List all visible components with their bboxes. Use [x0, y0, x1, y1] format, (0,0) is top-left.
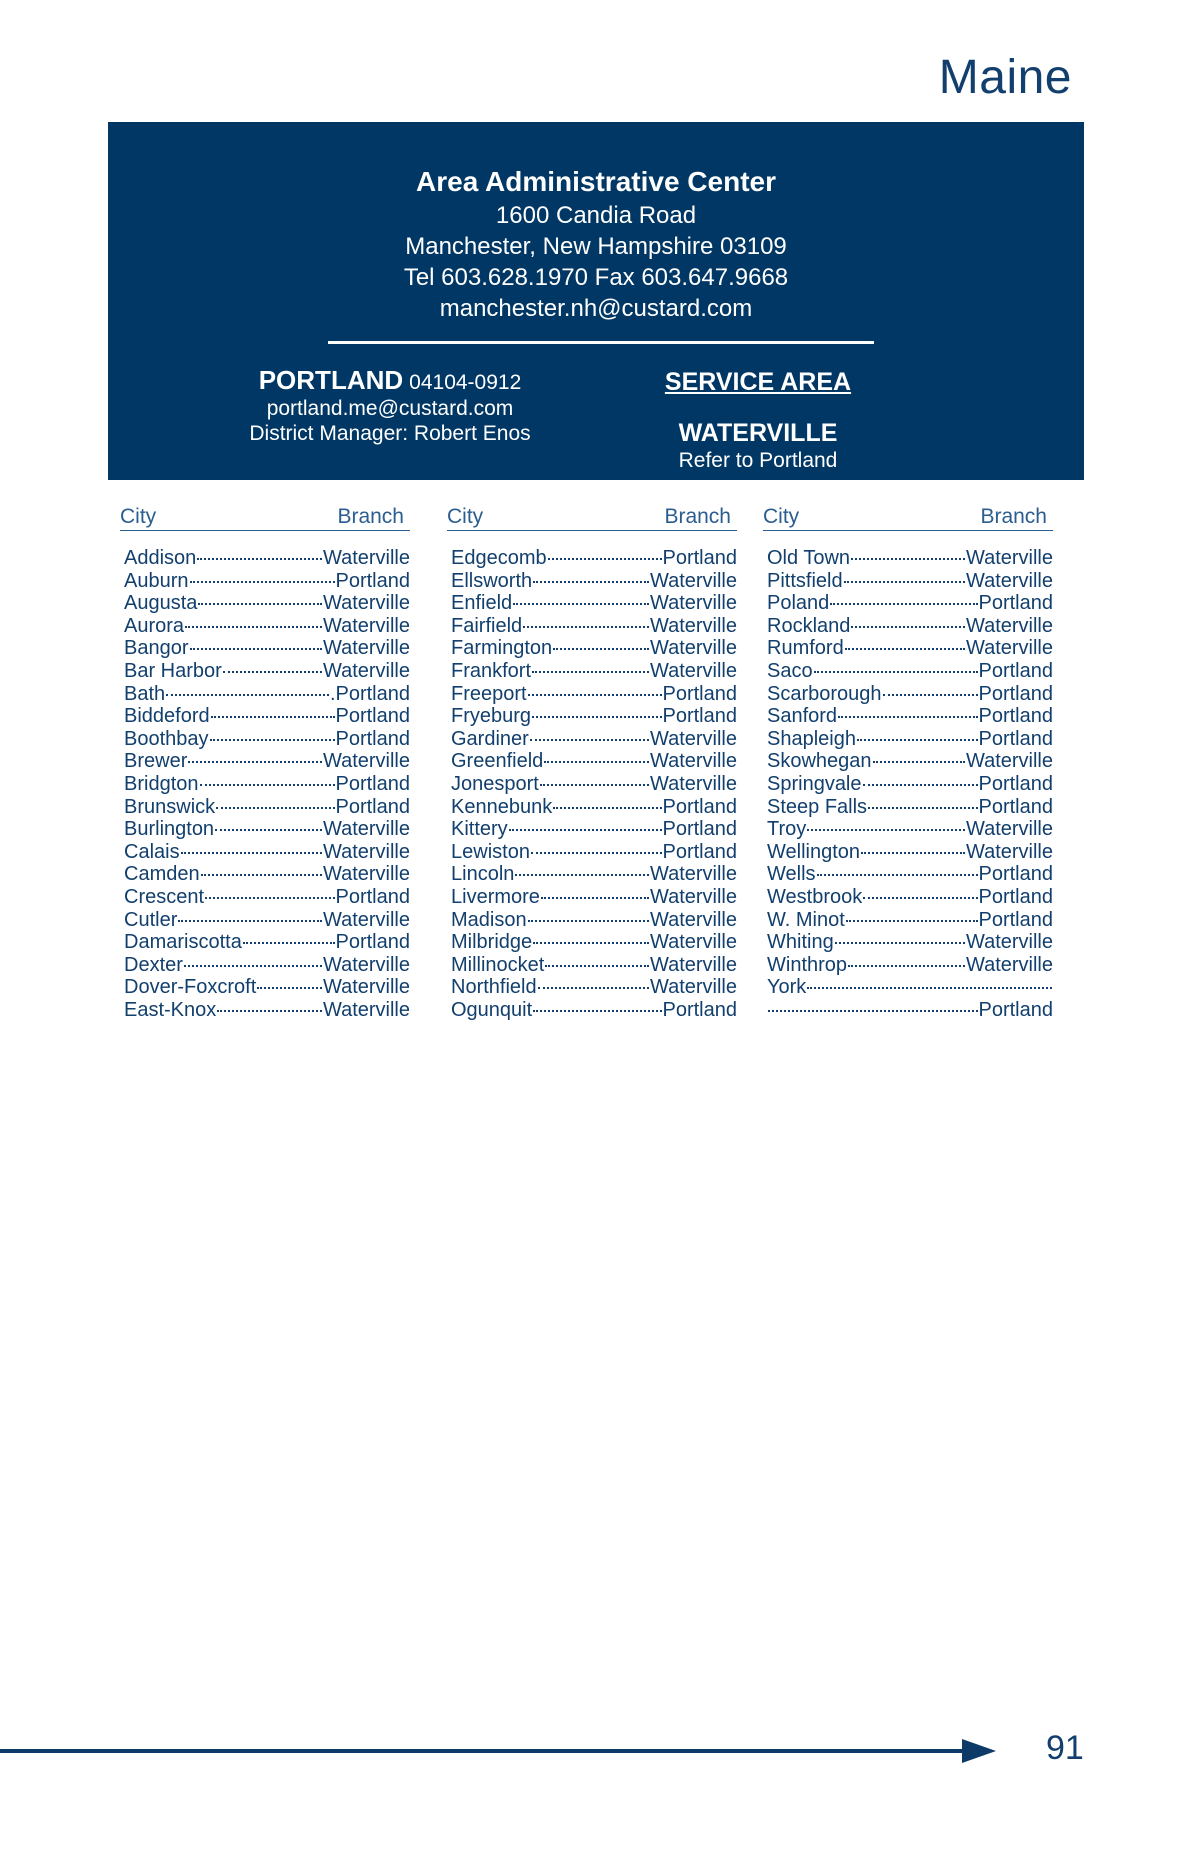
dot-leader	[243, 942, 335, 944]
city-column-3	[763, 504, 1053, 1021]
dot-leader	[198, 603, 322, 605]
city-name: Ogunquit	[451, 998, 533, 1021]
city-row	[124, 705, 410, 728]
city-name: York	[767, 976, 807, 999]
city-name: Northfield	[451, 976, 537, 999]
dot-leader	[851, 558, 965, 560]
branch-name: Portland	[978, 795, 1053, 818]
branch-name: Waterville	[965, 840, 1053, 863]
city-name: Frankfort	[451, 659, 532, 682]
dot-leader	[532, 716, 661, 718]
city-name: Rumford	[767, 637, 844, 660]
branch-name: Portland	[662, 795, 737, 818]
dot-leader	[830, 603, 977, 605]
dot-leader	[528, 920, 649, 922]
branch-name: Waterville	[322, 863, 410, 886]
service-area-title: SERVICE AREA	[664, 368, 852, 396]
city-row	[124, 841, 410, 864]
branch-name: Portland	[335, 931, 410, 954]
footer-rule	[0, 1749, 965, 1753]
branch-name: Portland	[978, 727, 1053, 750]
branch-name: Waterville	[322, 908, 410, 931]
branch-name: Waterville	[965, 614, 1053, 637]
branch-name: Portland	[978, 682, 1053, 705]
branch-name: Waterville	[965, 637, 1053, 660]
branch-name: Waterville	[965, 547, 1053, 569]
branch-name: Portland	[662, 682, 737, 705]
city-row	[124, 615, 410, 638]
city-row	[124, 592, 410, 615]
city-row	[451, 931, 737, 954]
district-name: PORTLAND	[258, 365, 404, 395]
branch-name: Waterville	[322, 614, 410, 637]
city-row	[451, 796, 737, 819]
city-name: Gardiner	[451, 727, 529, 750]
city-name: Wells	[767, 863, 816, 886]
city-row	[451, 886, 737, 909]
city-name: Crescent	[124, 885, 205, 908]
city-name: Lewiston	[451, 840, 530, 863]
city-row	[124, 660, 410, 683]
city-row	[451, 841, 737, 864]
branch-name: Waterville	[965, 953, 1053, 976]
dot-leader	[533, 1010, 661, 1012]
city-row	[767, 705, 1053, 728]
branch-name: Waterville	[649, 863, 737, 886]
dot-leader	[513, 603, 649, 605]
branch-name: Waterville	[322, 818, 410, 841]
city-row	[767, 954, 1053, 977]
branch-name: Portland	[662, 998, 737, 1021]
district-manager: District Manager: Robert Enos	[249, 422, 531, 445]
branch-name: Waterville	[649, 772, 737, 795]
dot-leader	[184, 965, 322, 967]
branch-name: Portland	[335, 705, 410, 728]
branch-name: Portland	[978, 998, 1053, 1021]
city-row	[124, 750, 410, 773]
city-name: Troy	[767, 818, 807, 841]
city-name: Dover-Foxcroft	[124, 976, 257, 999]
branch-name: Waterville	[649, 659, 737, 682]
city-name: Fryeburg	[451, 705, 532, 728]
city-name: Pittsfield	[767, 569, 843, 592]
branch-header: Branch	[980, 505, 1047, 528]
branch-name: Waterville	[322, 750, 410, 773]
dot-leader	[807, 987, 1052, 989]
dot-leader	[835, 942, 965, 944]
city-name: Bridgton	[124, 772, 199, 795]
dot-leader	[873, 761, 965, 763]
branch-name: Portland	[978, 592, 1053, 615]
dot-leader	[197, 558, 322, 560]
dot-leader	[185, 626, 322, 628]
city-row	[124, 570, 410, 593]
dot-leader	[538, 987, 649, 989]
city-row	[124, 547, 410, 570]
city-row	[451, 773, 737, 796]
admin-center-title: Area Administrative Center	[416, 166, 776, 197]
city-row	[451, 999, 737, 1022]
page-title: Maine	[938, 51, 1072, 104]
city-header: City	[120, 505, 157, 528]
city-row	[451, 660, 737, 683]
city-row	[767, 660, 1053, 683]
branch-name: Waterville	[322, 659, 410, 682]
branch-name: Waterville	[649, 750, 737, 773]
city-row	[767, 931, 1053, 954]
branch-name: Waterville	[649, 885, 737, 908]
branch-header: Branch	[664, 505, 731, 528]
district-zip: 04104-0912	[409, 371, 522, 394]
city-name: Brunswick	[124, 795, 216, 818]
dot-leader	[188, 761, 322, 763]
city-row	[767, 750, 1053, 773]
column-header	[763, 504, 1053, 531]
city-name: Rockland	[767, 614, 851, 637]
city-name: Burlington	[124, 818, 215, 841]
city-row	[767, 728, 1053, 751]
city-name: Cutler	[124, 908, 178, 931]
branch-header: Branch	[337, 505, 404, 528]
dot-leader	[190, 581, 335, 583]
district-email[interactable]: portland.me@custard.com	[266, 397, 514, 420]
branch-name: Portland	[978, 908, 1053, 931]
dot-leader	[523, 626, 649, 628]
branch-name: Portland	[662, 705, 737, 728]
branch-name: Waterville	[322, 637, 410, 660]
city-row	[124, 909, 410, 932]
dot-leader	[846, 920, 978, 922]
dot-leader	[848, 965, 965, 967]
dot-leader	[166, 694, 329, 696]
city-row	[451, 818, 737, 841]
city-row	[124, 931, 410, 954]
city-row	[124, 728, 410, 751]
city-row	[767, 863, 1053, 886]
admin-center-block	[108, 164, 1084, 324]
column-header	[447, 504, 737, 531]
city-name: Scarborough	[767, 682, 882, 705]
city-column-2	[447, 504, 737, 1021]
dot-leader	[201, 874, 322, 876]
city-name: Enfield	[451, 592, 513, 615]
city-row	[451, 728, 737, 751]
city-row	[124, 818, 410, 841]
admin-center-city-state: Manchester, New Hampshire 03109	[405, 233, 787, 260]
city-name: Bangor	[124, 637, 189, 660]
city-name: Auburn	[124, 569, 189, 592]
city-list	[120, 547, 410, 1021]
branch-name: Portland	[978, 885, 1053, 908]
branch-name: Waterville	[649, 727, 737, 750]
city-row	[767, 547, 1053, 570]
city-header: City	[763, 505, 800, 528]
branch-name: .Portland	[329, 682, 410, 705]
dot-leader	[863, 897, 977, 899]
city-name: Old Town	[767, 547, 851, 569]
dot-leader	[545, 965, 649, 967]
city-row	[124, 773, 410, 796]
city-row	[767, 773, 1053, 796]
city-row	[767, 570, 1053, 593]
service-area-note: Refer to Portland	[678, 449, 838, 472]
admin-center-email[interactable]: manchester.nh@custard.com	[439, 295, 753, 322]
branch-name: Waterville	[322, 998, 410, 1021]
branch-name: Waterville	[649, 614, 737, 637]
city-column-1	[120, 504, 410, 1021]
branch-name: Waterville	[322, 976, 410, 999]
service-area-branch: WATERVILLE	[678, 419, 838, 447]
district-block	[230, 365, 550, 446]
dot-leader	[533, 581, 649, 583]
city-row	[767, 615, 1053, 638]
city-row	[451, 570, 737, 593]
city-row	[767, 886, 1053, 909]
city-name: W. Minot	[767, 908, 845, 931]
city-row	[451, 683, 737, 706]
branch-name: Waterville	[322, 840, 410, 863]
city-name: Biddeford	[124, 705, 210, 728]
city-name: Bath	[124, 682, 166, 705]
dot-leader	[528, 694, 662, 696]
dot-leader	[883, 694, 978, 696]
branch-name: Portland	[335, 772, 410, 795]
dot-leader	[548, 558, 662, 560]
city-row	[451, 615, 737, 638]
dot-leader	[215, 829, 322, 831]
branch-name: Portland	[335, 795, 410, 818]
city-name: Wellington	[767, 840, 861, 863]
dot-leader	[178, 920, 322, 922]
dot-leader	[817, 874, 978, 876]
city-row	[767, 976, 1053, 999]
city-row	[767, 796, 1053, 819]
branch-name: Portland	[335, 569, 410, 592]
dot-leader	[768, 1010, 978, 1012]
dot-leader	[540, 784, 649, 786]
admin-center-address: 1600 Candia Road	[495, 202, 697, 229]
city-name: Skowhegan	[767, 750, 872, 773]
city-row	[124, 863, 410, 886]
dot-leader	[257, 987, 322, 989]
city-name: Greenfield	[451, 750, 544, 773]
dot-leader	[845, 648, 965, 650]
branch-name: Waterville	[322, 953, 410, 976]
dot-leader	[544, 761, 649, 763]
dot-leader	[509, 829, 662, 831]
branch-name: Portland	[978, 705, 1053, 728]
city-row	[124, 637, 410, 660]
city-name: Brewer	[124, 750, 188, 773]
city-row	[767, 841, 1053, 864]
city-name: Milbridge	[451, 931, 533, 954]
dot-leader	[530, 739, 649, 741]
dot-leader	[223, 671, 322, 673]
city-name: Jonesport	[451, 772, 539, 795]
city-name: Livermore	[451, 885, 540, 908]
branch-name: Waterville	[649, 569, 737, 592]
city-list	[763, 547, 1053, 1021]
branch-name: Portland	[978, 863, 1053, 886]
city-row	[124, 954, 410, 977]
dot-leader	[861, 852, 965, 854]
branch-name: Portland	[662, 818, 737, 841]
city-name: Saco	[767, 659, 813, 682]
admin-center-phone-fax: Tel 603.628.1970 Fax 603.647.9668	[403, 264, 789, 291]
city-row	[451, 863, 737, 886]
city-name: Dexter	[124, 953, 183, 976]
city-row	[767, 683, 1053, 706]
city-row	[767, 637, 1053, 660]
branch-name: Waterville	[965, 931, 1053, 954]
dot-leader	[838, 716, 977, 718]
city-row	[451, 954, 737, 977]
city-row	[124, 976, 410, 999]
dot-leader	[868, 807, 977, 809]
city-list	[447, 547, 737, 1021]
dot-leader	[553, 807, 661, 809]
dot-leader	[807, 829, 965, 831]
contact-banner	[108, 122, 1084, 480]
dot-leader	[857, 739, 978, 741]
branch-name: Waterville	[965, 818, 1053, 841]
city-name: Kittery	[451, 818, 508, 841]
dot-leader	[814, 671, 978, 673]
city-name: Ellsworth	[451, 569, 533, 592]
dot-leader	[200, 784, 335, 786]
city-name: Camden	[124, 863, 200, 886]
city-name: Bar Harbor	[124, 659, 222, 682]
branch-name: Portland	[978, 659, 1053, 682]
branch-name: Portland	[662, 547, 737, 569]
city-row	[451, 637, 737, 660]
city-name: Addison	[124, 547, 197, 569]
city-name: Millinocket	[451, 953, 545, 976]
city-name: Winthrop	[767, 953, 848, 976]
city-name: Lincoln	[451, 863, 515, 886]
city-name: Boothbay	[124, 727, 209, 750]
dot-leader	[210, 739, 335, 741]
branch-name: Waterville	[649, 908, 737, 931]
city-header: City	[447, 505, 484, 528]
city-name: Fairfield	[451, 614, 523, 637]
branch-name: Waterville	[322, 592, 410, 615]
city-row	[451, 547, 737, 570]
column-header	[120, 504, 410, 531]
page-number: 91	[1046, 1729, 1084, 1767]
dot-leader	[211, 716, 335, 718]
dot-leader	[217, 1010, 322, 1012]
dot-leader	[851, 626, 965, 628]
dot-leader	[531, 852, 662, 854]
city-name: Poland	[767, 592, 830, 615]
city-row	[451, 705, 737, 728]
city-row	[124, 886, 410, 909]
branch-name: Waterville	[649, 931, 737, 954]
dot-leader	[844, 581, 965, 583]
city-name: Steep Falls	[767, 795, 868, 818]
dot-leader	[205, 897, 334, 899]
arrow-right-icon	[962, 1739, 996, 1763]
city-row	[124, 796, 410, 819]
branch-name: Portland	[978, 772, 1053, 795]
dot-leader	[532, 671, 649, 673]
city-name: Augusta	[124, 592, 198, 615]
dot-leader	[863, 784, 978, 786]
dot-leader	[190, 648, 322, 650]
dot-leader	[533, 942, 649, 944]
branch-name: Waterville	[322, 547, 410, 569]
branch-name: Waterville	[965, 569, 1053, 592]
city-name: Springvale	[767, 772, 862, 795]
branch-name: Waterville	[649, 592, 737, 615]
dot-leader	[553, 648, 649, 650]
city-row	[451, 592, 737, 615]
city-row	[451, 976, 737, 999]
dot-leader	[541, 897, 649, 899]
branch-name: Portland	[335, 885, 410, 908]
city-row	[767, 592, 1053, 615]
city-row	[767, 909, 1053, 932]
city-name: East-Knox	[124, 998, 217, 1021]
city-name: Calais	[124, 840, 180, 863]
branch-name: Waterville	[965, 750, 1053, 773]
branch-name: Portland	[662, 840, 737, 863]
city-row	[767, 818, 1053, 841]
branch-name: Portland	[335, 727, 410, 750]
branch-name: Waterville	[649, 976, 737, 999]
dot-leader	[216, 807, 334, 809]
branch-name: Waterville	[649, 953, 737, 976]
city-name: Whiting	[767, 931, 834, 954]
city-row	[124, 999, 410, 1022]
city-row	[124, 683, 410, 706]
city-name: Edgecomb	[451, 547, 547, 569]
dot-leader	[515, 874, 649, 876]
city-name: Damariscotta	[124, 931, 242, 954]
dot-leader	[181, 852, 322, 854]
city-name: Madison	[451, 908, 527, 931]
banner-divider	[328, 341, 874, 344]
city-name: Freeport	[451, 682, 527, 705]
city-row	[451, 750, 737, 773]
city-row	[767, 999, 1053, 1022]
branch-name: Waterville	[649, 637, 737, 660]
city-name: Sanford	[767, 705, 838, 728]
city-name: Westbrook	[767, 885, 863, 908]
city-name: Farmington	[451, 637, 553, 660]
city-name: Kennebunk	[451, 795, 553, 818]
city-name: Aurora	[124, 614, 185, 637]
city-name: Shapleigh	[767, 727, 856, 750]
city-row	[451, 909, 737, 932]
service-area-block	[648, 366, 868, 474]
